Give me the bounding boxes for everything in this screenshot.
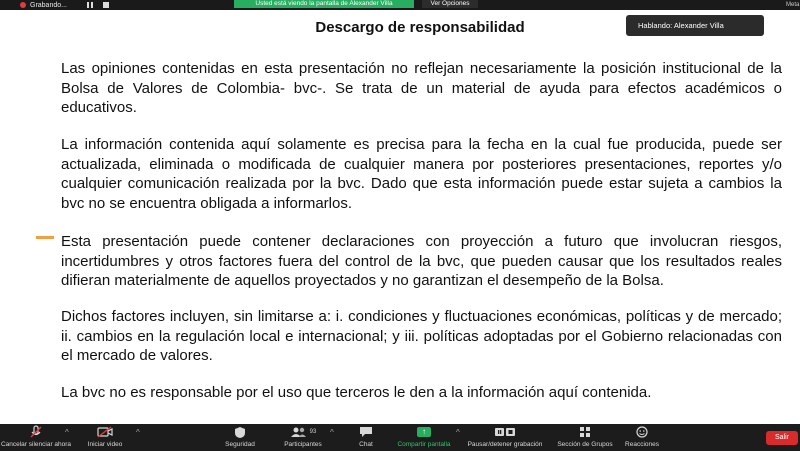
start-video-button[interactable] <box>80 424 130 451</box>
meta-label: Meta <box>786 2 800 8</box>
share-label: Compartir pantalla <box>397 441 451 448</box>
breakout-rooms-button[interactable] <box>550 424 620 451</box>
record-label: Pausar/detener grabación <box>467 441 543 448</box>
viewing-screen-banner: Usted está viendo la pantalla de Alexander Villa <box>234 0 414 8</box>
video-label: Iniciar video <box>87 441 123 448</box>
share-arrow-icon: ↑ <box>417 427 431 437</box>
view-options-button[interactable]: Ver Opciones <box>422 0 478 8</box>
video-options-chevron-icon[interactable]: ^ <box>136 428 140 437</box>
slide-paragraph: La información contenida aquí solamente es precisa para la fecha en la cual fue producida, puede ser actualizada, eliminada o modificada de cualquier manera por posteriores presentaciones, reportes y/o cualquier comunicación realizada por la bvc. Dado que esta información puede estar sujeta a cambios la bvc no se encuentra obligada a informarlos. <box>61 136 782 212</box>
chat-button[interactable] <box>352 424 380 451</box>
active-speaker-badge: Hablando: Alexander Villa <box>626 15 764 36</box>
rooms-label: Sección de Grupos <box>557 441 613 448</box>
share-options-chevron-icon[interactable]: ^ <box>456 428 460 437</box>
reactions-label: Reacciones <box>625 441 659 448</box>
grid-icon <box>579 424 591 440</box>
recording-indicator[interactable] <box>2 0 122 10</box>
mute-label: Cancelar silenciar ahora <box>0 441 72 448</box>
chat-label: Chat <box>359 441 373 448</box>
security-button[interactable] <box>220 424 260 451</box>
slide-title: Descargo de responsabilidad <box>315 19 525 36</box>
meeting-top-bar <box>0 0 800 10</box>
chat-bubble-icon <box>359 424 373 440</box>
participants-options-chevron-icon[interactable]: ^ <box>330 428 334 437</box>
slide-paragraph: Esta presentación puede contener declaraciones con proyección a futuro que involucran riesgos, incertidumbres y otros factores fuera del control de la bvc, que pueden causar que los resultados reales difieran materialmente de aquellos proyectados y no garantizan el desempeño de la Bolsa. <box>61 233 782 289</box>
share-screen-button[interactable] <box>392 424 456 451</box>
mute-button[interactable] <box>0 424 72 451</box>
stop-icon[interactable] <box>103 2 109 8</box>
microphone-muted-icon <box>29 424 43 440</box>
smiley-icon <box>636 424 648 440</box>
leave-button[interactable]: Salir <box>766 431 798 445</box>
participants-icon <box>290 424 317 440</box>
pause-stop-recording-button[interactable] <box>462 424 548 451</box>
shield-icon <box>234 424 246 440</box>
record-dot-icon <box>20 2 26 8</box>
reactions-button[interactable] <box>622 424 662 451</box>
participants-count: 93 <box>309 429 317 435</box>
slide-paragraph: La bvc no es responsable por el uso que terceros le den a la información aquí contenida. <box>61 384 652 401</box>
slide-paragraph: Dichos factores incluyen, sin limitarse a: i. condiciones y fluctuaciones económicas, políticas y de mercado; ii. cambios en la regulación local e internacional; y iii. políticas adoptadas por el Gobierno relacionadas con el mercado de valores. <box>61 308 782 364</box>
record-controls-icon <box>494 424 516 440</box>
pause-icon[interactable] <box>87 2 93 8</box>
participants-button[interactable] <box>278 424 328 451</box>
accent-dash <box>36 236 54 239</box>
participants-label: Participantes <box>284 441 322 448</box>
share-icon-wrap <box>417 424 431 440</box>
security-label: Seguridad <box>225 441 255 448</box>
video-off-icon <box>97 424 113 440</box>
recording-label: Grabando... <box>30 1 67 9</box>
slide-paragraph: Las opiniones contenidas en esta presentación no reflejan necesariamente la posición institucional de la Bolsa de Valores de Colombia- bvc-. Se trata de un material de ayuda para efectos académicos o educativos. <box>61 60 782 116</box>
mute-options-chevron-icon[interactable]: ^ <box>65 428 69 437</box>
meeting-toolbar <box>0 424 800 451</box>
